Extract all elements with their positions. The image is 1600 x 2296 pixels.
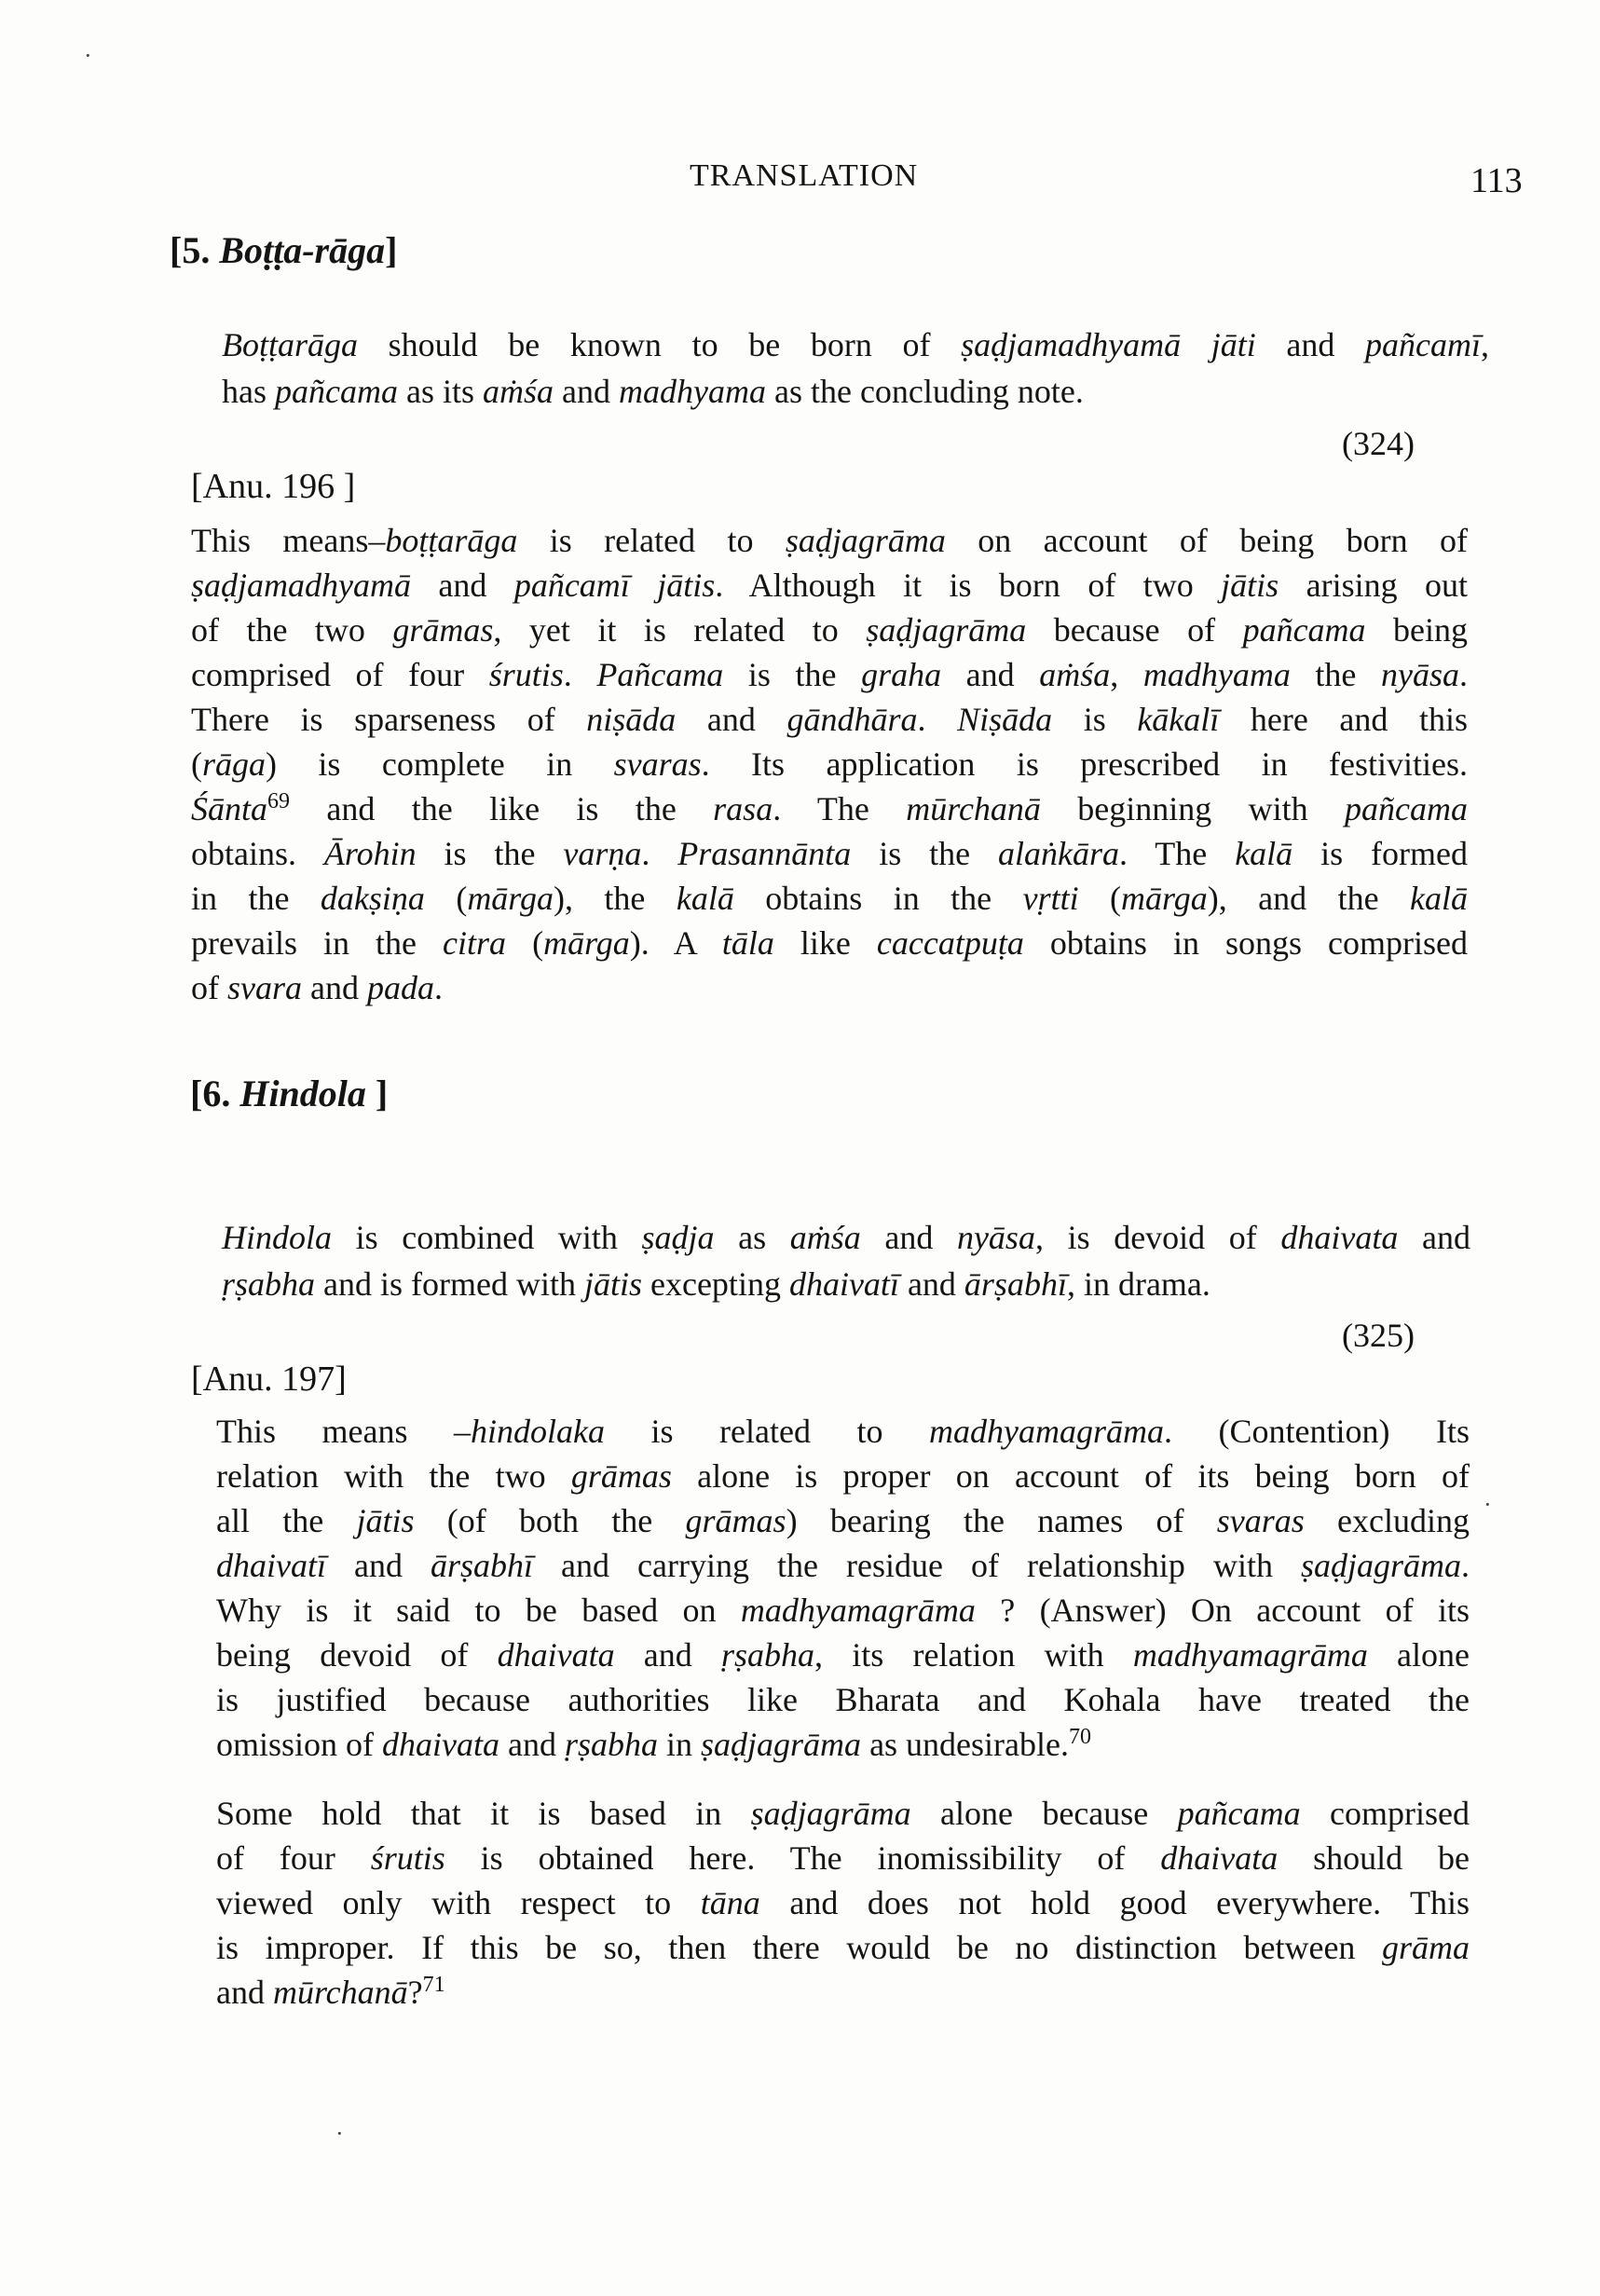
- text-run: ), the: [553, 880, 677, 917]
- italic-term: hindolaka: [471, 1413, 605, 1450]
- text-run: ) bearing the names of: [786, 1502, 1217, 1539]
- section-heading-name: Boṭṭa-rāga: [219, 229, 386, 271]
- italic-term: jātis: [583, 1265, 642, 1303]
- text-run: of: [191, 969, 227, 1006]
- italic-term: Ārohin: [323, 835, 417, 872]
- italic-term: Pañcama: [596, 656, 724, 693]
- text-line: [191, 697, 1468, 742]
- text-run: ,: [1481, 326, 1489, 363]
- text-run: and the like is the: [290, 790, 714, 827]
- italic-term: dhaivata: [1280, 1219, 1399, 1256]
- text-run: is the: [416, 835, 564, 872]
- section-heading-6: [190, 1072, 388, 1115]
- text-run: should be: [1278, 1839, 1470, 1877]
- italic-term: varṇa: [563, 835, 642, 872]
- text-run: all the: [216, 1502, 357, 1539]
- italic-term: Boṭṭarāga: [222, 326, 359, 363]
- text-run: and is formed with: [315, 1265, 584, 1303]
- text-run: is related to: [517, 522, 786, 559]
- text-run: beginning with: [1040, 790, 1346, 827]
- italic-term: grāmas: [685, 1502, 786, 1539]
- text-run: has: [222, 373, 275, 410]
- text-run: , is devoid of: [1034, 1219, 1281, 1256]
- italic-term: ṛṣabha: [720, 1636, 815, 1674]
- text-line: [222, 321, 1489, 368]
- text-run: obtains in songs comprised: [1023, 924, 1468, 962]
- italic-term: pañcama: [1177, 1795, 1301, 1832]
- section-heading-name: Hindola: [239, 1073, 366, 1114]
- text-line: [191, 563, 1468, 608]
- text-line: [222, 1214, 1470, 1261]
- text-run: of four: [216, 1839, 371, 1877]
- text-run: . The: [773, 790, 907, 827]
- italic-term: kalā: [676, 880, 734, 917]
- italic-term: pañcama: [1345, 790, 1468, 827]
- italic-term: Hindola: [222, 1219, 333, 1256]
- text-run: ) is complete in: [266, 745, 614, 783]
- text-line: [191, 786, 1468, 831]
- italic-term: pada: [366, 969, 434, 1006]
- text-line: [216, 1409, 1470, 1454]
- section-heading-close: ]: [365, 1073, 389, 1114]
- italic-term: aṁśa: [1039, 656, 1111, 693]
- italic-term: kalā: [1410, 880, 1468, 917]
- scan-dot: ·: [335, 2120, 344, 2147]
- italic-term: madhyama: [619, 373, 766, 410]
- italic-term: graha: [861, 656, 942, 693]
- verse-325: [222, 1214, 1470, 1307]
- italic-term: svara: [227, 969, 302, 1006]
- text-run: and: [325, 1547, 431, 1584]
- text-run: because of: [1026, 611, 1243, 649]
- text-line: [191, 921, 1468, 965]
- italic-term: madhyama: [1142, 656, 1291, 693]
- text-line: [216, 1880, 1470, 1925]
- text-run: in the: [191, 880, 321, 917]
- italic-term: rāga: [202, 745, 267, 783]
- text-run: . The: [1119, 835, 1236, 872]
- text-run: comprised: [1300, 1795, 1470, 1832]
- text-run: is formed: [1292, 835, 1468, 872]
- text-line: [216, 1722, 1470, 1767]
- italic-term: kākalī: [1137, 701, 1220, 738]
- section-heading-open: [6.: [190, 1073, 240, 1114]
- text-run: and: [676, 701, 787, 738]
- text-line: [191, 652, 1468, 697]
- italic-term: dhaivata: [1160, 1839, 1279, 1877]
- text-run: (: [424, 880, 468, 917]
- italic-term: svaras: [613, 745, 702, 783]
- italic-term: ṣaḍjamadhyamā jāti: [961, 326, 1256, 363]
- text-run: (of both the: [414, 1502, 686, 1539]
- text-run: and: [860, 1219, 957, 1256]
- text-run: . Its application is prescribed in festivities.: [701, 745, 1468, 783]
- italic-term: madhyamagrāma: [1132, 1636, 1368, 1674]
- text-run: and: [941, 656, 1040, 693]
- text-run: is justified because authorities like Bharata and Kohala have treated the: [216, 1681, 1470, 1718]
- text-line: [216, 1677, 1470, 1722]
- verse-324: [222, 321, 1489, 415]
- italic-term: madhyamagrāma: [928, 1413, 1164, 1450]
- italic-term: ārṣabhī: [964, 1265, 1067, 1303]
- text-run: (: [506, 924, 544, 962]
- commentary-paragraph-2: [216, 1791, 1470, 2015]
- italic-term: tāla: [721, 924, 774, 962]
- text-run: is combined with: [332, 1219, 642, 1256]
- footnote-ref: 71: [422, 1973, 445, 1997]
- text-run: This means–: [191, 522, 386, 559]
- text-run: .: [1459, 656, 1469, 693]
- text-line: [191, 965, 1468, 1010]
- section-heading-5: [170, 228, 397, 272]
- text-run: in: [658, 1726, 702, 1763]
- text-run: is related to: [604, 1413, 929, 1450]
- text-run: ,: [1110, 656, 1143, 693]
- italic-term: grāmas: [570, 1457, 672, 1495]
- text-run: . (Contention) Its: [1163, 1413, 1470, 1450]
- text-run: excluding: [1304, 1502, 1470, 1539]
- text-run: .: [641, 835, 678, 872]
- text-run: obtains in the: [733, 880, 1023, 917]
- text-run: and: [216, 1974, 273, 2011]
- italic-term: ṛṣabha: [222, 1265, 316, 1303]
- text-run: ?: [407, 1974, 423, 2011]
- text-run: being devoid of: [216, 1636, 498, 1674]
- text-run: relation with the two: [216, 1457, 571, 1495]
- text-run: omission of: [216, 1726, 383, 1763]
- text-run: is: [1052, 701, 1138, 738]
- italic-term: nyāsa: [956, 1219, 1035, 1256]
- italic-term: dakṣiṇa: [320, 880, 425, 917]
- text-run: . Although it is born of two: [715, 567, 1222, 604]
- italic-term: śrutis: [370, 1839, 445, 1877]
- text-run: as undesirable.: [861, 1726, 1069, 1763]
- italic-term: Prasannānta: [677, 835, 852, 872]
- text-run: ). A: [629, 924, 722, 962]
- text-line: [191, 831, 1468, 876]
- section-heading-open: [5.: [170, 229, 220, 271]
- italic-term: kalā: [1235, 835, 1293, 872]
- verse-number: (325): [1342, 1317, 1415, 1354]
- text-run: (: [191, 745, 202, 783]
- italic-term: ṣaḍjagrāma: [785, 522, 946, 559]
- text-run: .: [563, 656, 597, 693]
- italic-term: aṁśa: [789, 1219, 861, 1256]
- italic-term: aṁśa: [483, 373, 554, 410]
- text-run: .: [433, 969, 443, 1006]
- text-run: prevails in the: [191, 924, 444, 962]
- italic-term: jātis: [1221, 567, 1279, 604]
- footnote-ref: 70: [1069, 1725, 1091, 1749]
- italic-term: caccatpuṭa: [876, 924, 1024, 962]
- italic-term: pañcama: [1242, 611, 1366, 649]
- text-run: as: [714, 1219, 790, 1256]
- text-run: and: [302, 969, 367, 1006]
- italic-term: ṛṣabha: [564, 1726, 659, 1763]
- text-run: as the concluding note.: [765, 373, 1084, 410]
- text-run: and does not hold good everywhere. This: [759, 1884, 1470, 1921]
- text-run: Why is it said to be based on: [216, 1592, 741, 1629]
- text-run: being: [1365, 611, 1468, 649]
- footnote-ref: 69: [267, 789, 291, 813]
- italic-term: ṣaḍja: [641, 1219, 715, 1256]
- text-run: .: [917, 701, 958, 738]
- text-run: alone because: [910, 1795, 1178, 1832]
- text-run: and: [1398, 1219, 1470, 1256]
- text-run: of the two: [191, 611, 393, 649]
- text-line: [191, 608, 1468, 652]
- italic-term: nyāsa: [1381, 656, 1460, 693]
- text-run: is obtained here. The inomissibility of: [444, 1839, 1161, 1877]
- italic-term: grāmas: [392, 611, 494, 649]
- italic-term: mūrchanā: [272, 1974, 408, 2011]
- text-line: [191, 518, 1468, 563]
- text-line: [216, 1588, 1470, 1633]
- italic-term: mārga: [543, 924, 630, 962]
- text-line: [216, 1543, 1470, 1588]
- text-run: the: [1290, 656, 1382, 693]
- text-line: [216, 1633, 1470, 1677]
- scan-dot: ·: [84, 42, 92, 69]
- italic-term: citra: [443, 924, 507, 962]
- text-run: and: [898, 1265, 964, 1303]
- anu-reference: [Anu. 196 ]: [191, 467, 356, 506]
- italic-term: jātis: [356, 1502, 415, 1539]
- text-run: and: [554, 373, 619, 410]
- text-line: [216, 1454, 1470, 1498]
- text-run: and: [614, 1636, 721, 1674]
- italic-term: alaṅkāra: [998, 835, 1120, 872]
- text-run: alone: [1367, 1636, 1470, 1674]
- text-run: comprised of four: [191, 656, 489, 693]
- italic-term: rasa: [713, 790, 773, 827]
- italic-term: tāna: [700, 1884, 760, 1921]
- italic-term: ṣaḍjagrāma: [750, 1795, 911, 1832]
- commentary-anu-197: [216, 1409, 1470, 1767]
- text-run: and carrying the residue of relationship with: [533, 1547, 1301, 1584]
- italic-term: svaras: [1216, 1502, 1305, 1539]
- text-run: This means –: [216, 1413, 471, 1450]
- page-number: 113: [1470, 161, 1523, 200]
- text-run: on account of being born of: [945, 522, 1468, 559]
- text-run: arising out: [1279, 567, 1469, 604]
- italic-term: śrutis: [488, 656, 564, 693]
- text-run: alone is proper on account of its being born of: [671, 1457, 1470, 1495]
- italic-term: boṭṭarāga: [385, 522, 518, 559]
- text-run: is the: [723, 656, 862, 693]
- text-run: , yet it is related to: [493, 611, 867, 649]
- text-run: , its relation with: [814, 1636, 1133, 1674]
- italic-term: pañcama: [275, 373, 398, 410]
- italic-term: ārṣabhī: [431, 1547, 534, 1584]
- text-run: should be known to be born of: [358, 326, 962, 363]
- italic-term: ṣaḍjamadhyamā: [191, 567, 411, 604]
- text-run: excepting: [642, 1265, 789, 1303]
- text-line: [222, 1261, 1470, 1307]
- text-run: Some hold that it is based in: [216, 1795, 751, 1832]
- italic-term: vṛtti: [1022, 880, 1079, 917]
- text-run: obtains.: [191, 835, 324, 872]
- text-run: and: [411, 567, 514, 604]
- scan-dot: ·: [1484, 1491, 1492, 1518]
- verse-number: (324): [1342, 425, 1415, 462]
- text-line: [216, 1836, 1470, 1880]
- anu-reference: [Anu. 197]: [191, 1360, 347, 1399]
- text-run: and: [1255, 326, 1366, 363]
- section-heading-close: ]: [385, 229, 398, 271]
- italic-term: niṣāda: [586, 701, 677, 738]
- text-line: [191, 876, 1468, 921]
- italic-term: pañcamī: [1365, 326, 1481, 363]
- italic-term: mārga: [1121, 880, 1208, 917]
- italic-term: Śānta: [191, 790, 268, 827]
- italic-term: dhaivatī: [788, 1265, 899, 1303]
- italic-term: grāma: [1381, 1929, 1470, 1966]
- italic-term: mūrchanā: [906, 790, 1041, 827]
- italic-term: pañcamī jātis: [513, 567, 716, 604]
- text-run: ? (Answer) On account of its: [975, 1592, 1470, 1629]
- italic-term: dhaivata: [382, 1726, 499, 1763]
- text-run: is improper. If this be so, then there would be no distinction between: [216, 1929, 1382, 1966]
- text-run: as its: [397, 373, 483, 410]
- italic-term: ṣaḍjagrāma: [1300, 1547, 1461, 1584]
- italic-term: madhyamagrāma: [740, 1592, 976, 1629]
- text-run: here and this: [1219, 701, 1468, 738]
- text-line: [216, 1498, 1470, 1543]
- text-line: [216, 1925, 1470, 1970]
- italic-term: dhaivatī: [216, 1547, 326, 1584]
- text-run: is the: [851, 835, 999, 872]
- text-run: and: [499, 1726, 565, 1763]
- text-run: like: [773, 924, 877, 962]
- text-line: [216, 1791, 1470, 1836]
- text-run: .: [1461, 1547, 1470, 1584]
- text-run: There is sparseness of: [191, 701, 587, 738]
- text-run: (: [1078, 880, 1122, 917]
- italic-term: ṣaḍjagrāma: [701, 1726, 862, 1763]
- italic-term: gāndhāra: [786, 701, 918, 738]
- italic-term: dhaivata: [497, 1636, 615, 1674]
- italic-term: ṣaḍjagrāma: [866, 611, 1027, 649]
- text-run: , in drama.: [1066, 1265, 1210, 1303]
- text-run: viewed only with respect to: [216, 1884, 701, 1921]
- running-title: TRANSLATION: [690, 158, 919, 193]
- italic-term: Niṣāda: [957, 701, 1053, 738]
- commentary-anu-196: [191, 518, 1468, 1010]
- text-line: [191, 742, 1468, 786]
- italic-term: mārga: [467, 880, 554, 917]
- text-line: [222, 368, 1489, 415]
- text-line: [216, 1970, 1470, 2015]
- text-run: ), and the: [1207, 880, 1411, 917]
